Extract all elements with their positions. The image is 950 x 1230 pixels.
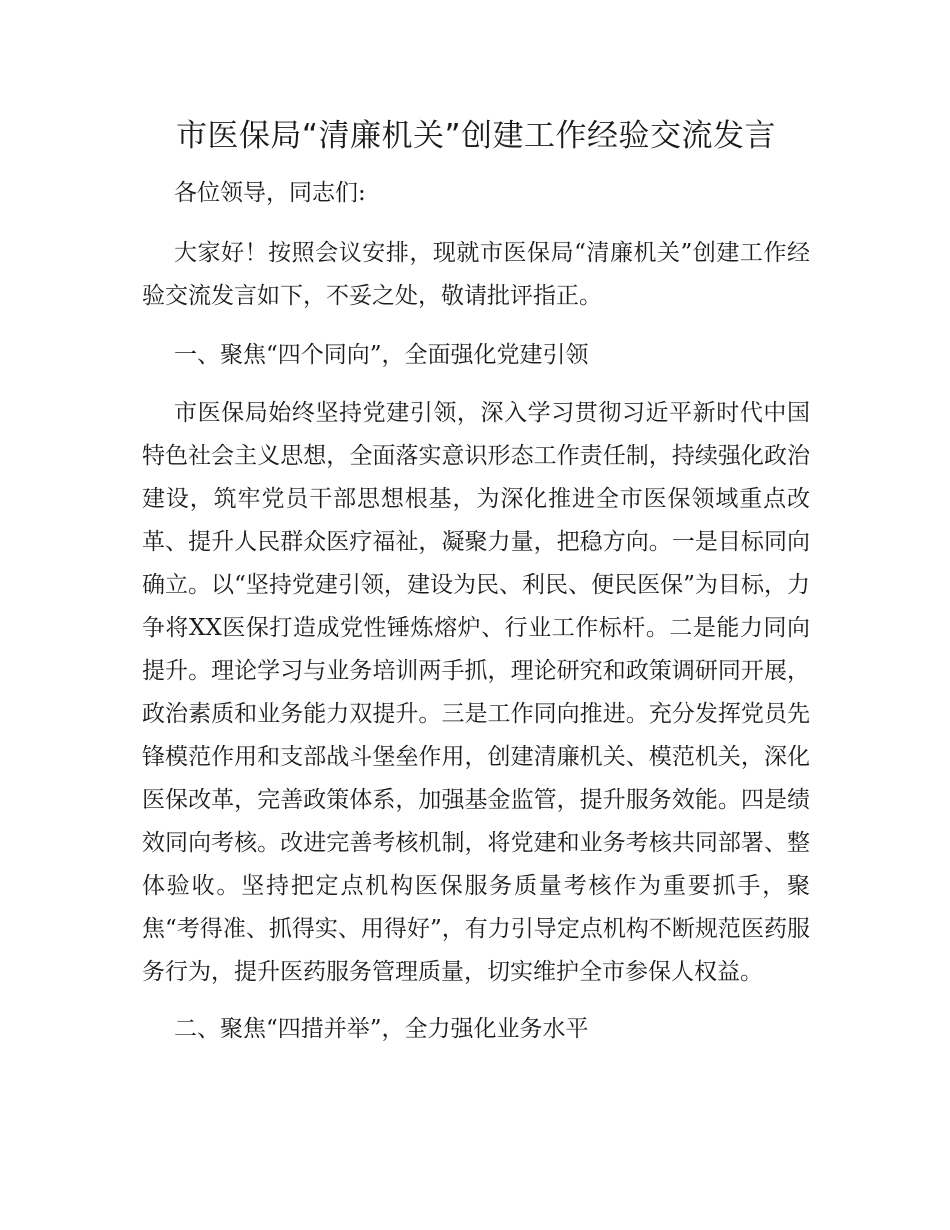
section-1-heading: 一、聚焦“四个同向”，全面强化党建引领 bbox=[174, 342, 589, 368]
salutation: 各位领导，同志们: bbox=[174, 180, 366, 206]
document-title: 市医保局“清廉机关”创建工作经验交流发言 bbox=[175, 118, 777, 154]
section-1-body: 市医保局始终坚持党建引领，深入学习贯彻习近平新时代中国特色社会主义思想，全面落实意识形态工作责任制，持续强化政治建设，筑牢党员干部思想根基，为深化推进全市医保领域重点改革、提升人民群众医疗福祉，凝聚力量，把稳方向。一是目标同向确立。以“坚持党建引领，建设为民、利民、便民医保”为目标，力争将XX医保打造成党性锤炼熔炉、行业工作标杆。二是能力同向提升。理论学习与业务培训两手抓，理论研究和政策调研同开展，政治素质和业务能力双提升。三是工作同向推进。充分发挥党员先锋模范作用和支部战斗堡垒作用，创建清廉机关、模范机关，深化医保改革，完善政策体系，加强基金监管，提升服务效能。四是绩效同向考核。改进完善考核机制，将党建和业务考核共同部署、整体验收。坚持把定点机构医保服务质量考核作为重要抓手，聚焦“考得准、抓得实、用得好”，有力引导定点机构不断规范医药服务行为，提升医药服务管理质量，切实维护全市参保人权益。 bbox=[142, 400, 810, 985]
intro-paragraph: 大家好！按照会议安排，现就市医保局“清廉机关”创建工作经验交流发言如下，不妥之处，敬请批评指正。 bbox=[142, 240, 810, 309]
section-2-heading: 二、聚焦“四措并举”，全力强化业务水平 bbox=[174, 1016, 589, 1042]
document-page bbox=[142, 108, 810, 1044]
